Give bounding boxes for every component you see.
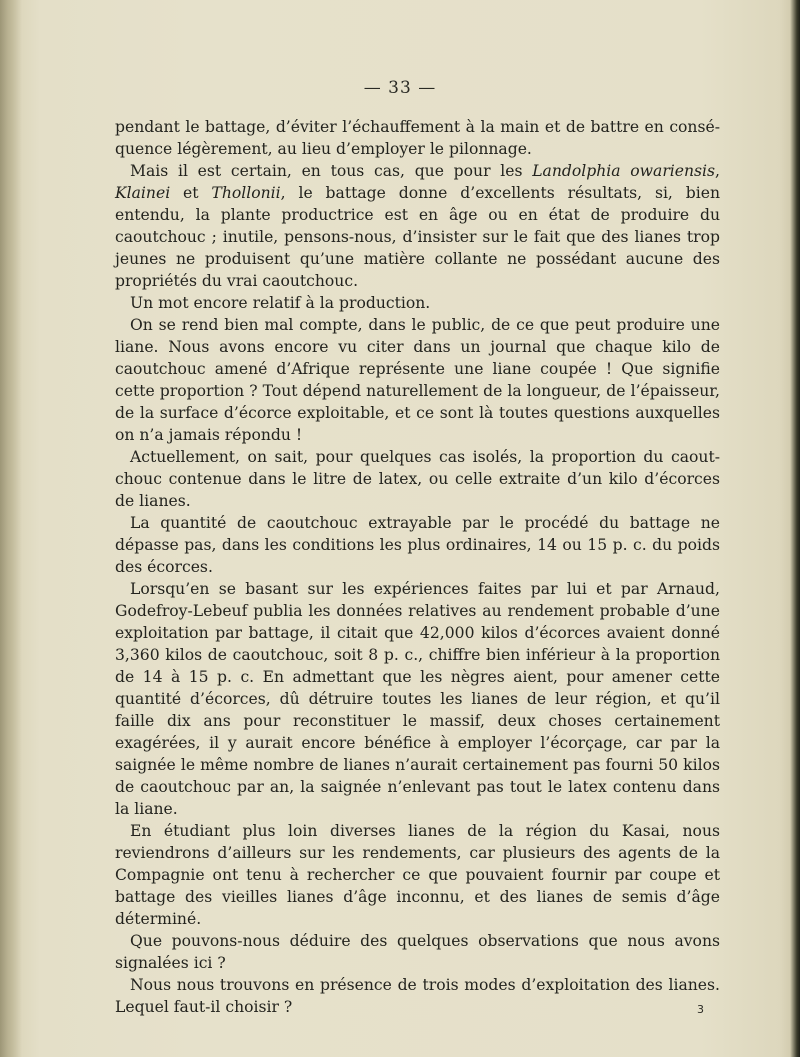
paragraph: Lorsqu’en se basant sur les expériences faites par lui et par Arnaud, Godefroy-Lebeuf publia les données relatives au rendement probable d’une exploitation par battage, il citait que 42,000 kilos d’écorces avaient donné 3,360 kilos de caoutchouc, soit 8 p. c., chiffre bien inférieur à la proportion de 14 à 15 p. c. En admettant que les nègres aient, pour amener cette quantité d’écorces, dû détruire toutes les lianes de leur région, et qu’il faille dix ans pour reconstituer le massif, deux choses certainement exagérées, il y aurait encore bénéfice à employer l’écorçage, car par la saignée le même nombre de lianes n’aurait certainement pas fourni 50 kilos de caoutchouc par an, la saignée n’enlevant pas tout le latex contenu dans la liane. (115, 580, 720, 818)
paragraph: Nous nous trouvons en présence de trois modes d’exploitation des lianes. Lequel faut-il choisir ? (115, 976, 720, 1016)
paragraph: En étudiant plus loin diverses lianes de la région du Kasai, nous reviendrons d’ailleurs sur les rendements, car plusieurs des agents de la Compagnie ont tenu à rechercher ce que pouvaient fournir par coupe et battage des vieilles lianes d’âge inconnu, et des lianes de semis d’âge déterminé. (115, 822, 720, 928)
page-number: — 33 — (363, 78, 437, 98)
text-run: , le battage donne d’excellents résultats, si, bien entendu, la plante productrice est en âge ou en état de produire du caoutchouc ; inutile, pensons-nous, d’insister sur le fait que des lianes trop jeunes ne produisent qu’une matière collante ne possédant aucune des propriétés du vrai caoutchouc. (115, 184, 720, 290)
body-text (115, 116, 720, 1018)
signature-mark: 3 (697, 1003, 704, 1016)
page-edge (790, 0, 800, 1057)
species-name: Landolphia owariensis (532, 162, 716, 180)
paragraph: Un mot encore relatif à la production. (130, 294, 431, 312)
paragraph: Que pouvons-nous déduire des quelques observations que nous avons signalées ici ? (115, 932, 720, 972)
paragraph: Actuellement, on sait, pour quelques cas isolés, la proportion du caoutchouc contenue dans le litre de latex, ou celle extraite d’un kilo d’écorces de lianes. (115, 448, 720, 510)
binding-shadow (0, 0, 22, 1057)
paragraph: On se rend bien mal compte, dans le public, de ce que peut produire une liane. Nous avons encore vu citer dans un journal que chaque kilo de caoutchouc amené d’Afrique représente une liane coupée ! Que signifie cette proportion ? Tout dépend naturellement de la longueur, de l’épaisseur, de la surface d’écorce exploitable, et ce sont là toutes questions auxquelles on n’a jamais répondu ! (115, 316, 720, 444)
paragraph: La quantité de caoutchouc extrayable par le procédé du battage ne dépasse pas, dans les conditions les plus ordinaires, 14 ou 15 p. c. du poids des écorces. (115, 514, 720, 576)
paragraph (115, 160, 720, 292)
paragraph: pendant le battage, d’éviter l’échauffement à la main et de battre en conséquence légèrement, au lieu d’employer le pilonnage. (115, 118, 720, 158)
text-run: Mais il est certain, en tous cas, que pour les (130, 162, 533, 180)
text-run: , (715, 162, 720, 180)
species-name: Thollonii (211, 184, 281, 202)
species-name: Klainei (115, 184, 171, 202)
text-run: et (170, 184, 212, 202)
